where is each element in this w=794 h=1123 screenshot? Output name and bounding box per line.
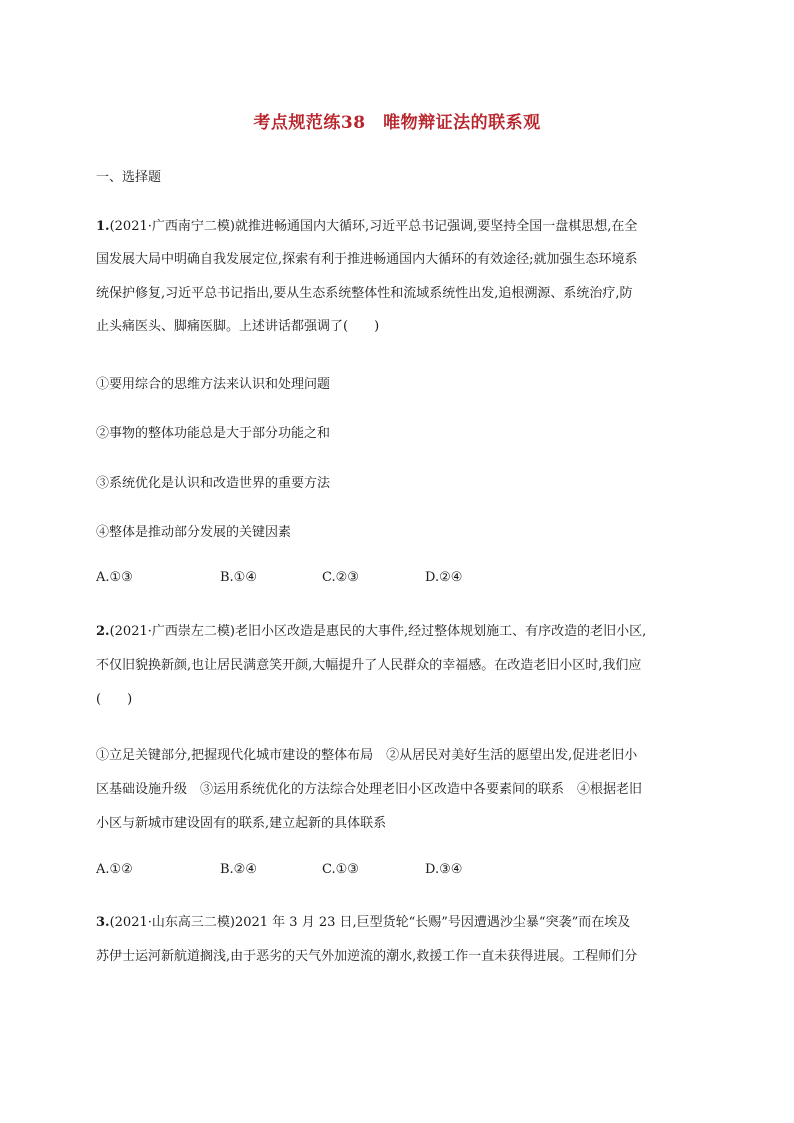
answer-option-c: C.②③ <box>322 570 359 585</box>
question-2-line: ( ) <box>96 692 133 707</box>
answer-option-a: A.①③ <box>96 570 133 585</box>
answer-option-b: B.②④ <box>220 862 257 877</box>
answer-option-d: D.③④ <box>425 862 463 877</box>
question-2-line: 不仅旧貌换新颜,也让居民满意笑开颜,大幅提升了人民群众的幸福感。在改造老旧小区时,我们应 <box>96 658 642 673</box>
answer-option-b: B.①④ <box>220 570 257 585</box>
statement-item: ③系统优化是认识和改造世界的重要方法 <box>96 476 331 491</box>
statement-item: 区基础设施升级 ③运用系统优化的方法综合处理老旧小区改造中各要素间的联系 ④根据老旧 <box>96 782 643 797</box>
question-number: 3. <box>96 915 110 930</box>
answer-option-d: D.②④ <box>425 570 463 585</box>
question-text: (2021·山东高三二模)2021 年 3 月 23 日,巨型货轮“长赐”号因遭遇沙尘暴“突袭”而在埃及 <box>109 915 631 930</box>
statement-item: 小区与新城市建设固有的联系,建立起新的具体联系 <box>96 816 387 831</box>
question-text: (2021·广西南宁二模)就推进畅通国内大循环,习近平总书记强调,要坚持全国一盘棋思想,在全 <box>109 219 638 234</box>
answer-option-a: A.①② <box>96 862 133 877</box>
statement-item: ①要用综合的思维方法来认识和处理问题 <box>96 377 331 392</box>
section-heading: 一、选择题 <box>96 170 162 185</box>
question-2-line <box>96 620 646 639</box>
statement-item: ④整体是推动部分发展的关键因素 <box>96 525 292 540</box>
statement-item: ①立足关键部分,把握现代化城市建设的整体布局 ②从居民对美好生活的愿望出发,促进老旧小 <box>96 748 638 763</box>
question-text: (2021·广西崇左二模)老旧小区改造是惠民的大事件,经过整体规划施工、有序改造的老旧小区, <box>109 624 647 639</box>
page-title: 考点规范练38 唯物辩证法的联系观 <box>253 113 541 133</box>
question-1-line: 止头痛医头、脚痛医脚。上述讲话都强调了( ) <box>96 319 380 334</box>
answer-option-c: C.①③ <box>322 862 359 877</box>
question-1-line: 统保护修复,习近平总书记指出,要从生态系统整体性和流域系统性出发,追根溯源、系统治疗,防 <box>96 286 633 301</box>
question-1-line <box>96 215 637 234</box>
question-number: 1. <box>96 219 110 234</box>
question-1-line: 国发展大局中明确自我发展定位,探索有利于推进畅通国内大循环的有效途径;就加强生态环境系 <box>96 252 638 267</box>
question-number: 2. <box>96 624 110 639</box>
question-3-line <box>96 911 630 930</box>
statement-item: ②事物的整体功能总是大于部分功能之和 <box>96 426 331 441</box>
question-3-line: 苏伊士运河新航道搁浅,由于恶劣的天气外加逆流的潮水,救援工作一直未获得进展。工程师们分 <box>96 949 638 964</box>
